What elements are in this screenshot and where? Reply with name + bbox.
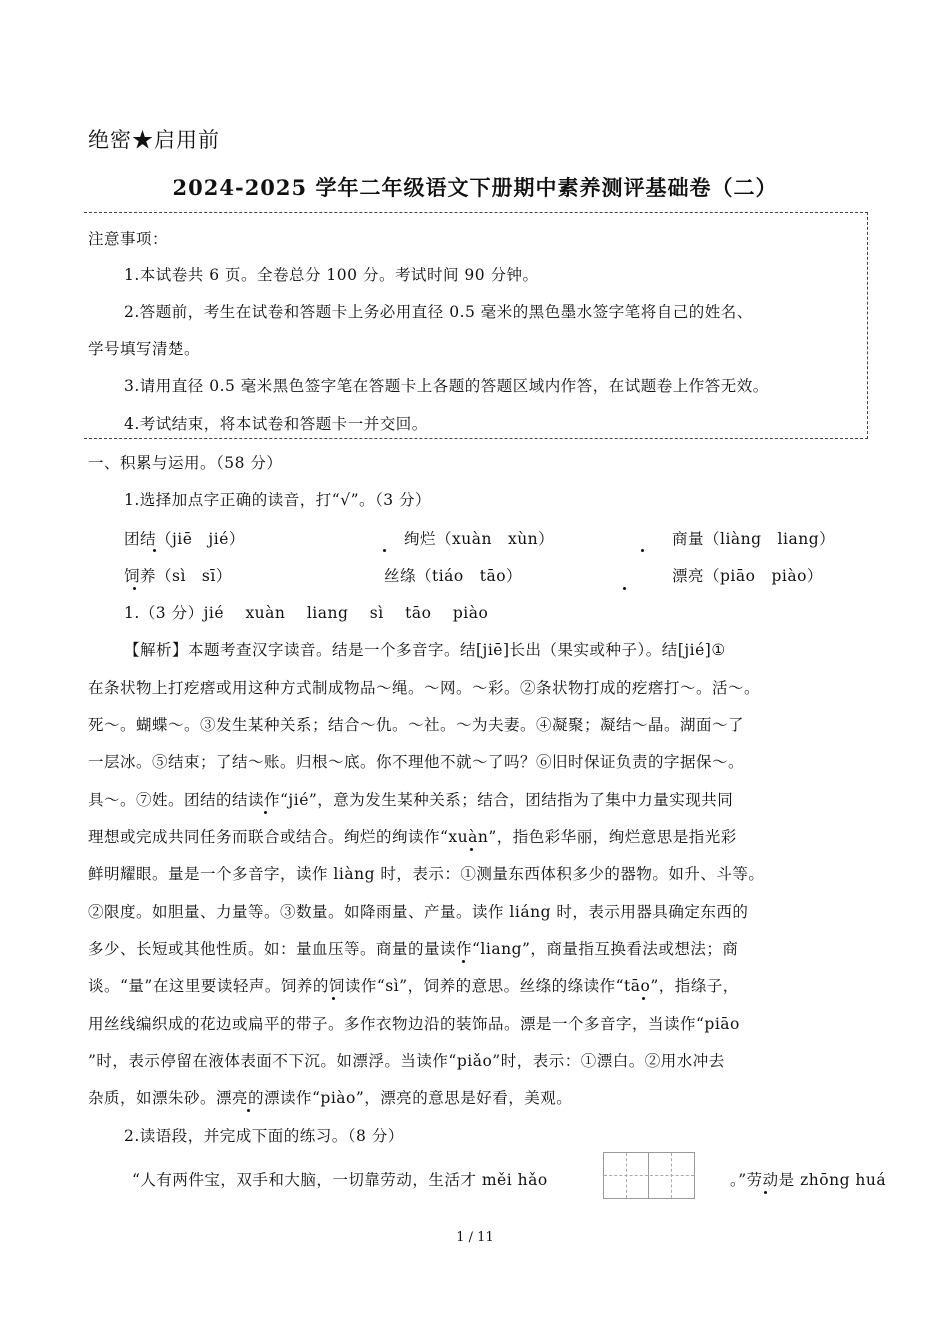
analysis-line-4: 一层冰。⑤结束；了结～账。归根～底。你不理他不就～了吗？⑥旧时保证负责的字据保～。 [88, 753, 745, 771]
emphasis-dot [332, 997, 335, 1000]
emphasis-dot [153, 549, 156, 552]
analysis-line-1: 【解析】本题考查汉字读音。结是一个多音字。结[jiē]长出（果实或种子）。结[jié]① [124, 641, 726, 659]
answer-line: 1.（3 分）jié xuàn liang sì tāo piào [124, 604, 489, 622]
emphasis-dot [264, 811, 267, 814]
notice-item-1: 1.本试卷共 6 页。全卷总分 100 分。考试时间 90 分钟。 [124, 266, 539, 284]
passage-text-start: “人有两件宝，双手和大脑，一切靠劳动，生活才 měi hǎo [132, 1171, 548, 1189]
question-2-prompt: 2.读语段，并完成下面的练习。（8 分） [124, 1127, 404, 1145]
analysis-line-8: ②限度。如胆量、力量等。③数量。如降雨量、产量。读作 liáng 时，表示用器具确定东西的 [88, 903, 749, 921]
section-heading: 一、积累与运用。（58 分） [88, 454, 283, 472]
analysis-line-3: 死～。蝴蝶～。③发生某种关系；结合～仇。～社。～为夫妻。④凝聚；凝结～晶。湖面～了 [88, 716, 745, 734]
question-1-prompt: 1.选择加点字正确的读音，打“√”。（3 分） [124, 491, 432, 509]
analysis-line-2: 在条状物上打疙瘩或用这种方式制成物品～绳。～网。～彩。②条状物打成的疙瘩打～。活～。 [88, 679, 761, 697]
analysis-line-13: 杂质，如漂朱砂。漂亮的漂读作“piào”，漂亮的意思是好看，美观。 [88, 1089, 573, 1107]
analysis-line-11: 用丝线编织成的花边或扁平的带子。多作衣物边沿的装饰品。漂是一个多音字，当读作“piāo [88, 1015, 740, 1033]
notice-divider [84, 438, 868, 439]
emphasis-dot [623, 587, 626, 590]
notice-heading: 注意事项： [88, 230, 169, 248]
analysis-line-5: 具～。⑦姓。团结的结读作“jié”，意为发生某种关系；结合，团结指为了集中力量实现共同 [88, 791, 734, 809]
passage-text-end: 。”劳动是 zhōng huá [730, 1171, 887, 1189]
page-number: 1 / 11 [456, 1230, 494, 1245]
option-sitao: 丝绦（tiáo tāo） [384, 567, 523, 585]
emphasis-dot [133, 587, 136, 590]
option-tuanjie: 团结（jiē jié） [124, 530, 245, 548]
analysis-line-12: ”时，表示停留在液体表面不下沉。如漂浮。当读作“piǎo”时，表示：①漂白。②用水冲去 [88, 1052, 725, 1070]
emphasis-dot [247, 1109, 250, 1112]
exam-title: 2024-2025 学年二年级语文下册期中素养测评基础卷（二） [172, 175, 778, 200]
emphasis-dot [383, 549, 386, 552]
option-xuanlan: 绚烂（xuàn xùn） [404, 530, 555, 548]
notice-item-2: 2.答题前，考生在试卷和答题卡上务必用直径 0.5 毫米的黑色墨水签字笔将自己的姓名、 [124, 303, 753, 321]
emphasis-dot [470, 848, 473, 851]
secret-label: 绝密★启用前 [88, 128, 220, 152]
option-shangliang: 商量（liàng liang） [672, 530, 836, 548]
emphasis-dot [641, 549, 644, 552]
analysis-line-6: 理想或完成共同任务而联合或结合。绚烂的绚读作“xuàn”，指色彩华丽，绚烂意思是指光彩 [88, 828, 737, 846]
emphasis-dot [764, 1191, 767, 1194]
grid-guide [604, 1175, 694, 1176]
option-siyang: 饲养（sì sī） [124, 567, 232, 585]
notice-item-3: 3.请用直径 0.5 毫米黑色签字笔在答题卡上各题的答题区域内作答，在试题卷上作答无效。 [124, 377, 769, 395]
notice-item-2-cont: 学号填写清楚。 [88, 340, 201, 358]
analysis-line-10: 谈。“量”在这里要读轻声。饲养的饲读作“sì”，饲养的意思。丝绦的绦读作“tāo”，指绦子， [88, 977, 739, 995]
emphasis-dot [642, 997, 645, 1000]
notice-box [84, 212, 868, 439]
analysis-line-7: 鲜明耀眼。量是一个多音字，读作 liàng 时，表示：①测量东西体积多少的器物。如升、斗等。 [88, 865, 765, 883]
emphasis-dot [462, 960, 465, 963]
notice-item-4: 4.考试结束，将本试卷和答题卡一并交回。 [124, 415, 428, 433]
analysis-line-9: 多少、长短或其他性质。如：量血压等。商量的量读作“liang”，商量指互换看法或想法；商 [88, 940, 739, 958]
option-piaoliang: 漂亮（piāo piào） [672, 567, 823, 585]
writing-grid[interactable] [603, 1152, 695, 1199]
